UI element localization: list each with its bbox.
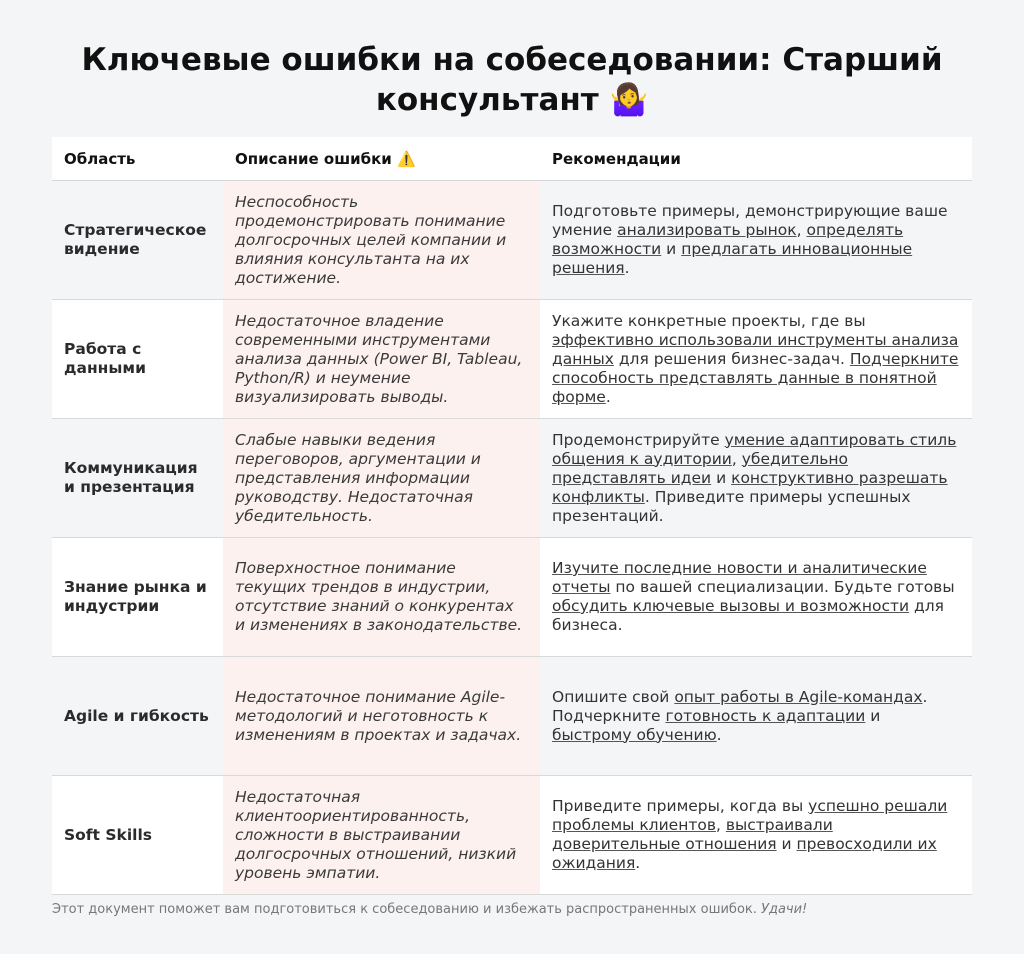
row-recommendation [540,776,972,895]
recommendation-highlight: убедительно представлять идеи [552,449,849,487]
row-description: Недостаточное понимание Agile-методологий и неготовность к изменениям в проектах и задачах. [223,657,540,776]
table-row [52,300,972,419]
row-area: Agile и гибкость [52,657,223,776]
recommendation-highlight: быстрому обучению [552,725,717,744]
row-recommendation [540,419,972,538]
table-row [52,538,972,657]
recommendation-highlight: превосходили их ожидания [552,835,937,872]
recommendation-highlight: обсудить ключевые вызовы и возможности [552,597,910,615]
recommendation-highlight: определять возможности [552,221,904,258]
recommendation-highlight: анализировать рынок [617,221,797,239]
footer-text: Этот документ поможет вам подготовиться к собеседованию и избежать распространенных ошибок. [52,902,757,917]
recommendation-text: для решения бизнес-задач. [613,349,850,368]
table-row [52,419,972,538]
recommendation-text: и [711,468,732,487]
recommendation-text: по вашей специализации. Будьте готовы [610,578,955,596]
recommendation-highlight: Подчеркните способность представлять данные в понятной форме [552,349,959,406]
footer-emphasis: Удачи! [761,902,808,917]
table-row [52,657,972,776]
recommendation-text: , [796,221,807,239]
header-area: Область [52,137,223,181]
recommendation-text: для бизнеса. [552,597,944,634]
footer-note [52,902,972,917]
recommendation-text: . Подчеркните [552,687,928,725]
recommendation-highlight: опыт работы в Agile-командах [674,687,923,706]
row-description: Неспособность продемонстрировать понимание долгосрочных целей компании и влияния консультанта на их достижение. [223,181,540,300]
row-area: Стратегическое видение [52,181,223,300]
row-recommendation [540,300,972,419]
header-description: Описание ошибки ⚠️ [223,137,540,181]
recommendation-text: . [624,259,630,277]
row-description: Недостаточное владение современными инструментами анализа данных (Power BI, Tableau, Python/R) и неумение визуализировать выводы. [223,300,540,419]
row-recommendation [540,538,972,657]
recommendation-text: . [635,854,641,872]
row-recommendation [540,181,972,300]
page-title: Ключевые ошибки на собеседовании: Старший консультант 🤷‍♀️ [81,42,943,118]
row-recommendation [540,657,972,776]
recommendation-text: Опишите свой [552,687,675,706]
row-area: Коммуникация и презентация [52,419,223,538]
table-row [52,181,972,300]
table-row [52,776,972,895]
recommendation-highlight: эффективно использовали инструменты анализа данных [552,330,959,368]
mistakes-table [52,137,972,895]
recommendation-text: Подготовьте примеры, демонстрирующие ваше умение [552,202,948,239]
row-description: Слабые навыки ведения переговоров, аргументации и представления информации руководству. Недостаточная убедительность. [223,419,540,538]
row-description: Недостаточная клиентоориентированность, сложности в выстраивании долгосрочных отношений, низкий уровень эмпатии. [223,776,540,895]
row-description: Поверхностное понимание текущих трендов в индустрии, отсутствие знаний о конкурентах и изменениях в законодательстве. [223,538,540,657]
recommendation-text: . [605,387,611,406]
recommendation-text: и [865,706,881,725]
row-area: Знание рынка и индустрии [52,538,223,657]
recommendation-text: , [731,449,742,468]
recommendation-text: . [716,725,722,744]
recommendation-text: Приведите примеры, когда вы [552,797,809,815]
recommendation-text: . Приведите примеры успешных презентаций. [552,487,911,525]
recommendation-text: Укажите конкретные проекты, где вы [552,311,866,330]
recommendation-text: и [661,240,682,258]
recommendation-highlight: готовность к адаптации [665,706,866,725]
table-header-row [52,137,972,181]
recommendation-highlight: конструктивно разрешать конфликты [552,468,948,506]
recommendation-highlight: выстраивали доверительные отношения [552,816,833,853]
recommendation-highlight: успешно решали проблемы клиентов [552,797,948,834]
recommendation-text: и [776,835,797,853]
recommendation-highlight: предлагать инновационные решения [552,240,913,277]
recommendation-text: Продемонстрируйте [552,430,725,449]
recommendation-highlight: Изучите последние новости и аналитические отчеты [552,559,927,596]
header-recommendations: Рекомендации [540,137,972,181]
row-area: Soft Skills [52,776,223,895]
recommendation-highlight: умение адаптировать стиль общения к аудитории [552,430,957,468]
recommendation-text: , [715,816,726,834]
row-area: Работа с данными [52,300,223,419]
